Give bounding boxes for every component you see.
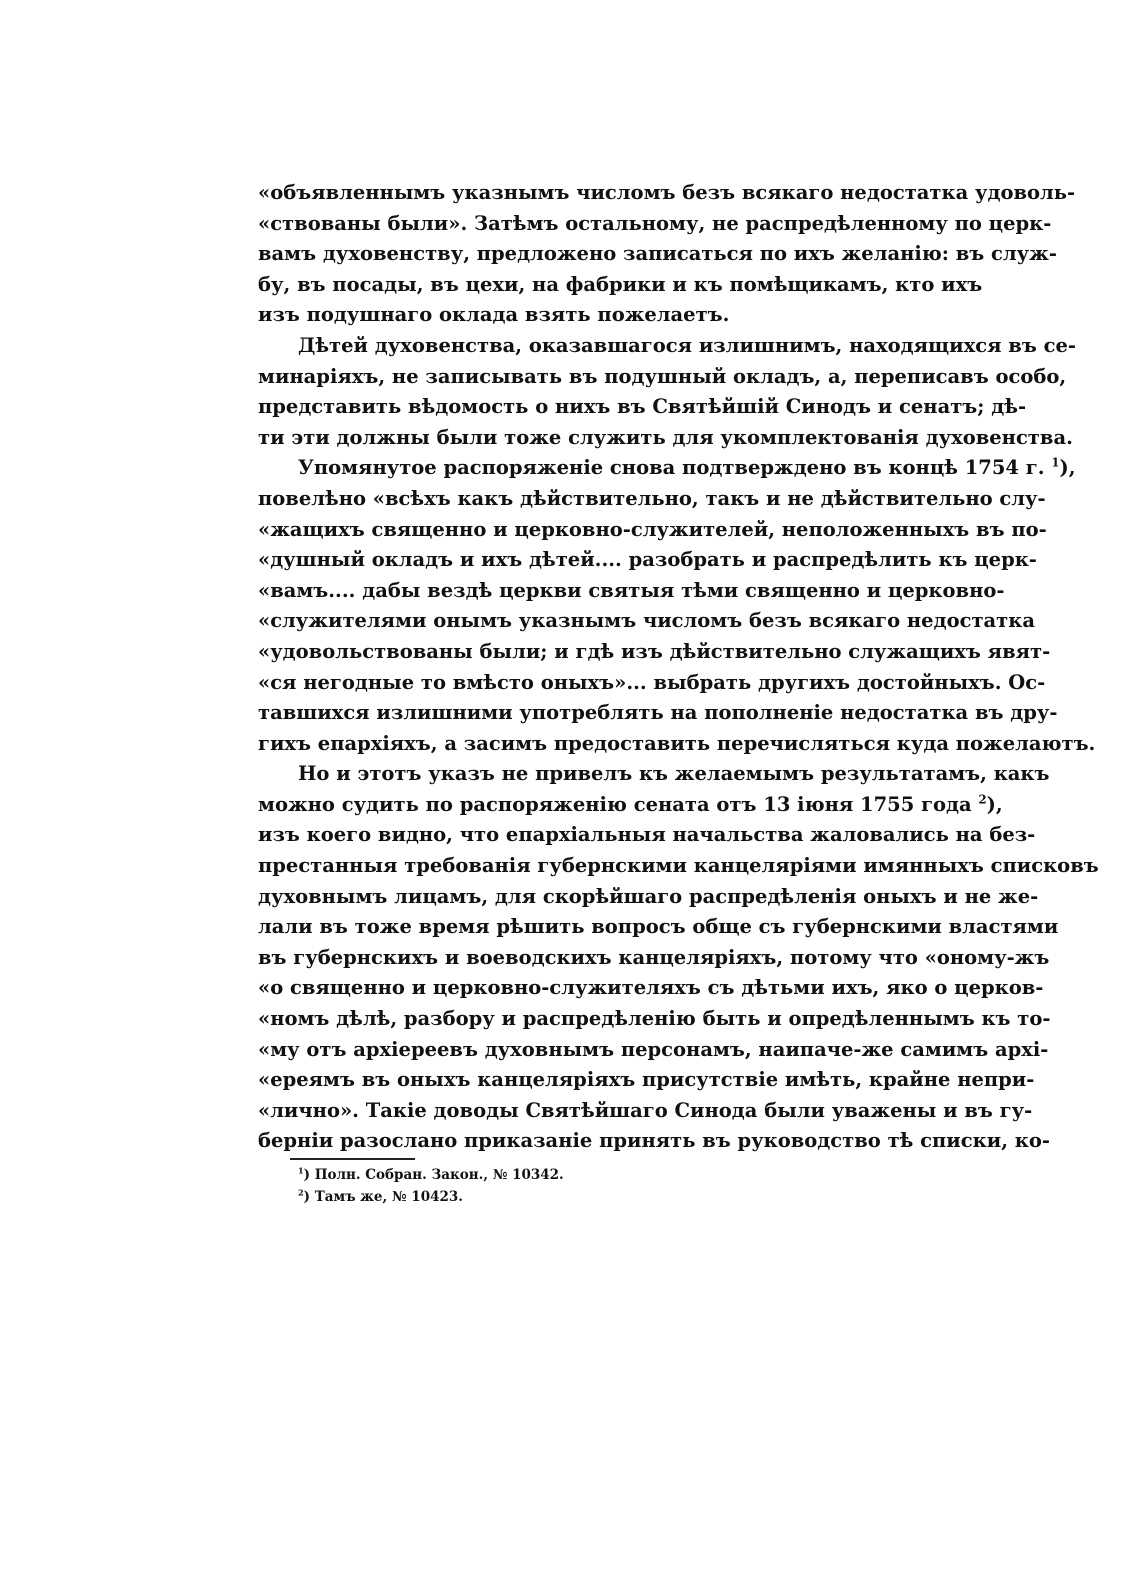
text-line: повелѣно «всѣхъ какъ дѣйствительно, такъ и не дѣйствительно слу- xyxy=(258,486,1046,510)
text-line: вамъ духовенству, предложено записаться по ихъ желанію: въ служ- xyxy=(258,242,1057,266)
text-line: Дѣтей духовенства, оказавшагося излишнимъ, находящихся въ се- xyxy=(298,333,1076,357)
text-line: «душный окладъ и ихъ дѣтей.... разобрать и распредѣлить къ церк- xyxy=(258,548,1037,572)
text-line: въ губернскихъ и воеводскихъ канцеляріяхъ, потому что «оному-жъ xyxy=(258,945,1050,969)
text-line: «ся негодные то вмѣсто оныхъ»... выбрать другихъ достойныхъ. Ос- xyxy=(258,670,1046,694)
text-line: лали въ тоже время рѣшить вопросъ обще съ губернскими властями xyxy=(258,915,1059,939)
text-line: духовнымъ лицамъ, для скорѣйшаго распредѣленія оныхъ и не же- xyxy=(258,884,1039,908)
text-line: престанныя требованія губернскими канцеляріями имянныхъ списковъ xyxy=(258,854,1099,878)
text-line: Но и этотъ указъ не привелъ къ желаемымъ результатамъ, какъ xyxy=(298,762,1050,786)
main-text xyxy=(258,178,1099,1157)
text-line: тавшихся излишними употреблять на пополненіе недостатка въ дру- xyxy=(258,701,1058,725)
footnote-ref-tail: ), xyxy=(1059,456,1076,480)
text-line: «служителями онымъ указнымъ числомъ безъ всякаго недостатка xyxy=(258,609,1035,633)
footnote-divider xyxy=(290,1158,415,1160)
footnote-text: ) Тамъ же, № 10423. xyxy=(303,1189,463,1205)
text-line: «жащихъ священно и церковно-служителей, неположенныхъ въ по- xyxy=(258,517,1047,541)
text-line xyxy=(258,790,1003,821)
text-line: изъ подушнаго оклада взять пожелаетъ. xyxy=(258,303,730,327)
footnote-item xyxy=(298,1186,698,1208)
text-line: минаріяхъ, не записывать въ подушный окладъ, а, переписавъ особо, xyxy=(258,364,1067,388)
text-line: «му отъ архіереевъ духовнымъ персонамъ, наипаче-же самимъ архі- xyxy=(258,1037,1049,1061)
footnote-item xyxy=(298,1164,698,1186)
text-line: «удовольствованы были; и гдѣ изъ дѣйствительно служащихъ явят- xyxy=(258,639,1051,663)
footnotes xyxy=(298,1164,698,1208)
footnote-ref: 1 xyxy=(1051,455,1060,470)
text-line: «объявленнымъ указнымъ числомъ безъ всякаго недостатка удоволь- xyxy=(258,181,1076,204)
text-line: изъ коего видно, что епархіальныя начальства жаловались на без- xyxy=(258,823,1036,847)
text-line: «о священно и церковно-служителяхъ съ дѣтьми ихъ, яко о церков- xyxy=(258,976,1044,1000)
text-line: гихъ епархіяхъ, а засимъ предоставить перечисляться куда пожелаютъ. xyxy=(258,731,1096,755)
text-line: берніи разослано приказаніе принять въ руководство тѣ списки, ко- xyxy=(258,1129,1050,1153)
text-line: «вамъ.... дабы вездѣ церкви святыя тѣми священно и церковно- xyxy=(258,578,1005,602)
footnote-mark: 2 xyxy=(298,1187,304,1198)
footnote-ref: 2 xyxy=(978,792,987,807)
footnote-text: ) Полн. Собран. Закон., № 10342. xyxy=(303,1167,564,1183)
text-line: «лично». Такіе доводы Святѣйшаго Синода были уважены и въ гу- xyxy=(258,1098,1033,1122)
text-line-content: Упомянутое распоряженіе снова подтверждено въ концѣ 1754 г. xyxy=(298,456,1045,480)
text-line: «ереямъ въ оныхъ канцеляріяхъ присутствіе имѣть, крайне непри- xyxy=(258,1068,1035,1092)
text-line-content: можно судить по распоряженію сената отъ 13 іюня 1755 года xyxy=(258,792,972,816)
text-line: ти эти должны были тоже служить для укомплектованія духовенства. xyxy=(258,425,1073,449)
text-line: «номъ дѣлѣ, разбору и распредѣленію быть и опредѣленнымъ къ то- xyxy=(258,1007,1051,1031)
text-line: представить вѣдомость о нихъ въ Святѣйшій Синодъ и сенатъ; дѣ- xyxy=(258,395,1027,419)
text-line: «ствованы были». Затѣмъ остальному, не распредѣленному по церк- xyxy=(258,211,1052,235)
footnote-ref-tail: ), xyxy=(986,792,1003,816)
footnote-mark: 1 xyxy=(298,1165,304,1176)
text-line xyxy=(258,453,1076,484)
text-line: бу, въ посады, въ цехи, на фабрики и къ помѣщикамъ, кто ихъ xyxy=(258,272,983,296)
